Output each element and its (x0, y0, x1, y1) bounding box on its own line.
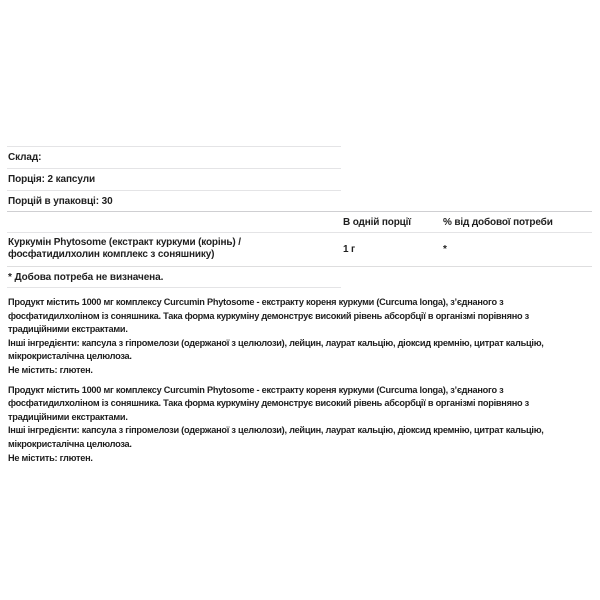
info-row-servings-per-pack (7, 190, 341, 212)
product-description (8, 296, 596, 471)
info-row-label: Склад: (8, 152, 42, 163)
column-header-daily-value: % від добової потреби (443, 216, 553, 228)
column-header-per-serving: В одній порції (343, 216, 411, 228)
description-line: фосфатидилхоліном із соняшника. Така форма куркуміну демонструє високий рівень абсорбції в організмі порівняно з (8, 398, 529, 409)
description-line: фосфатидилхоліном із соняшника. Така форма куркуміну демонструє високий рівень абсорбції в організмі порівняно з (8, 310, 529, 321)
info-row-composition (7, 146, 341, 168)
product-description-paragraph-2 (8, 384, 596, 466)
description-line: мікрокристалічна целюлоза. (8, 438, 132, 449)
description-line: традиційними екстрактами. (8, 324, 128, 335)
footnote-divider (7, 287, 341, 288)
ingredient-name (7, 237, 343, 261)
description-line: Продукт містить 1000 мг комплексу Curcumin Phytosome - екстракту кореня куркуми (Curcuma longa), з’єднаного з (8, 384, 504, 395)
description-line: Інші інгредієнти: капсула з гіпромелози (одержаної з целюлози), лейцин, лаурат кальцію, діоксид кремнію, цитрат кальцію, (8, 425, 544, 436)
ingredient-amount: 1 г (343, 243, 356, 255)
info-row-label: Порцій в упаковці: 30 (8, 196, 113, 207)
table-row (7, 233, 592, 267)
description-line: Не містить: глютен. (8, 364, 93, 375)
supplement-facts-table (7, 211, 592, 289)
ingredient-name-line: Куркумін Phytosome (екстракт куркуми (корінь) / (8, 237, 241, 248)
table-header-row (7, 212, 592, 233)
description-line: Продукт містить 1000 мг комплексу Curcumin Phytosome - екстракту кореня куркуми (Curcuma longa), з’єднаного з (8, 297, 504, 307)
info-row-serving-size (7, 168, 341, 190)
description-line: Інші інгредієнти: капсула з гіпромелози (одержаної з целюлози), лейцин, лаурат кальцію, діоксид кремнію, цитрат кальцію, (8, 337, 544, 348)
daily-value-footnote: * Добова потреба не визначена. (8, 272, 164, 283)
ingredient-daily-value: * (443, 243, 447, 255)
info-row-label: Порція: 2 капсули (8, 174, 96, 185)
ingredient-name-line: фосфатидилхолин комплекс з соняшнику) (8, 249, 215, 260)
description-line: мікрокристалічна целюлоза. (8, 351, 132, 362)
description-line: традиційними екстрактами. (8, 411, 128, 422)
composition-info-rows (7, 146, 341, 212)
product-description-paragraph-1 (8, 296, 596, 378)
description-line: Не містить: глютен. (8, 452, 93, 463)
